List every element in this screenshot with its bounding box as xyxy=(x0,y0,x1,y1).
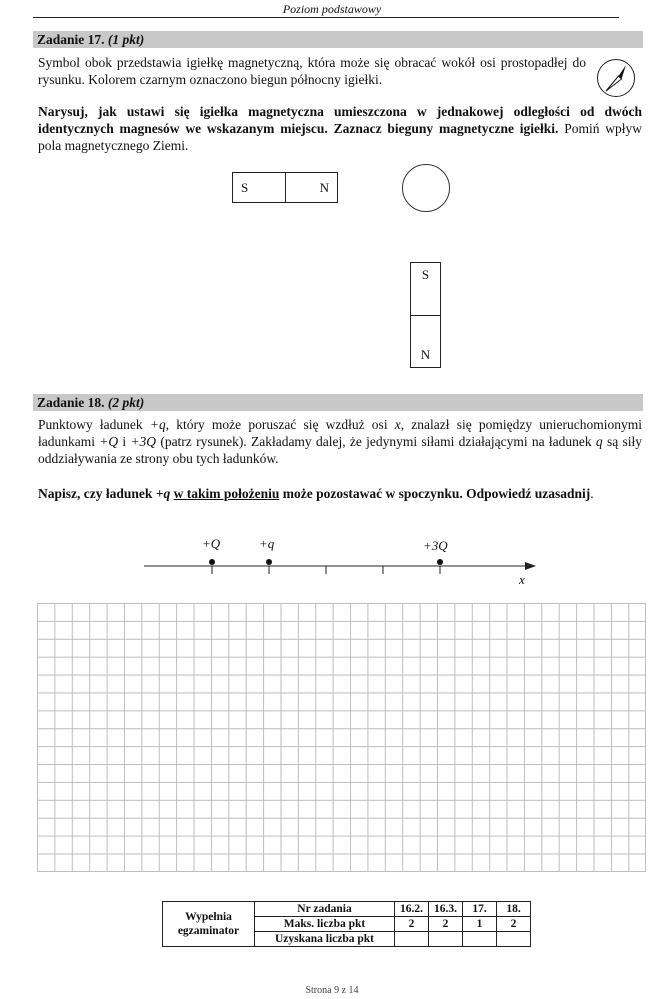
compass-needle-icon xyxy=(596,58,636,98)
magnet-horizontal-left-pole: S xyxy=(233,173,286,202)
obtained-points-cell[interactable] xyxy=(395,932,429,947)
charge-plus-3Q-dot xyxy=(437,559,443,565)
task17-header xyxy=(33,31,643,48)
task-number-cell: 16.3. xyxy=(429,902,463,917)
obtained-points-cell[interactable] xyxy=(463,932,497,947)
task-number-cell: 17. xyxy=(463,902,497,917)
needle-location-circle xyxy=(402,164,450,212)
page-number: Strona 9 z 14 xyxy=(305,985,359,996)
task18-title: Zadanie 18. (2 pkt) xyxy=(37,395,145,410)
magnet-vertical-bottom-pole: N xyxy=(420,347,431,362)
charge-plus-q-dot xyxy=(266,559,272,565)
filled-by-examiner-label: Wypełnia egzaminator xyxy=(163,902,255,947)
x-axis-arrowhead xyxy=(525,562,536,570)
obtained-points-cell[interactable] xyxy=(497,932,531,947)
task17-description: Symbol obok przedstawia igiełkę magnetyczną, która może się obracać wokół osi prostopadłej do rysunku. Kolorem czarnym oznaczono biegun północny igiełki. xyxy=(38,55,586,87)
x-axis-label: x xyxy=(519,572,525,587)
task17-title: Zadanie 17. (1 pkt) xyxy=(37,32,145,47)
row-max-points-label: Maks. liczba pkt xyxy=(255,917,395,932)
task-number-cell: 18. xyxy=(497,902,531,917)
row-task-number-label: Nr zadania xyxy=(255,902,395,917)
task17-instruction: Narysuj, jak ustawi się igiełka magnetyczna umieszczona w jednakowej odległości od dwóch identycznych magnesów we wskazanym miejscu. Zaznacz bieguny magnetyczne igiełki. Pomiń wpływ pola magnetycznego Ziemi. xyxy=(38,104,643,153)
row-obtained-points-label: Uzyskana liczba pkt xyxy=(255,932,395,947)
charge-plus-q-label: +q xyxy=(259,536,275,551)
charge-plus-Q-label: +Q xyxy=(202,536,221,551)
obtained-points-cell[interactable] xyxy=(429,932,463,947)
max-points-cell: 1 xyxy=(463,917,497,932)
magnet-vertical-top-pole: S xyxy=(411,263,440,316)
header-level: Poziom podstawowy xyxy=(282,2,382,16)
charge-plus-Q-dot xyxy=(209,559,215,565)
magnet-horizontal-right-pole: N xyxy=(319,179,329,195)
task-number-cell: 16.2. xyxy=(395,902,429,917)
header-divider xyxy=(33,17,619,18)
answer-grid[interactable] xyxy=(37,603,646,872)
task18-description: Punktowy ładunek +q, który może poruszać się wzdłuż osi x, znalazł się pomiędzy unieruchomionymi ładunkami +Q i +3Q (patrz rysunek). Zakładamy dalej, że jedynymi siłami działającymi na ładunek q są siły oddziaływania ze strony obu tych ładunków. xyxy=(38,417,642,466)
magnet-horizontal xyxy=(232,172,338,203)
magnet-vertical xyxy=(410,262,441,368)
max-points-cell: 2 xyxy=(497,917,531,932)
task18-instruction: Napisz, czy ładunek +q w takim położeniu może pozostawać w spoczynku. Odpowiedź uzasadnij. xyxy=(38,486,594,501)
task18-header xyxy=(33,394,643,411)
score-table xyxy=(162,901,531,947)
charge-axis-diagram xyxy=(140,536,540,588)
charge-plus-3Q-label: +3Q xyxy=(423,538,448,553)
max-points-cell: 2 xyxy=(395,917,429,932)
max-points-cell: 2 xyxy=(429,917,463,932)
